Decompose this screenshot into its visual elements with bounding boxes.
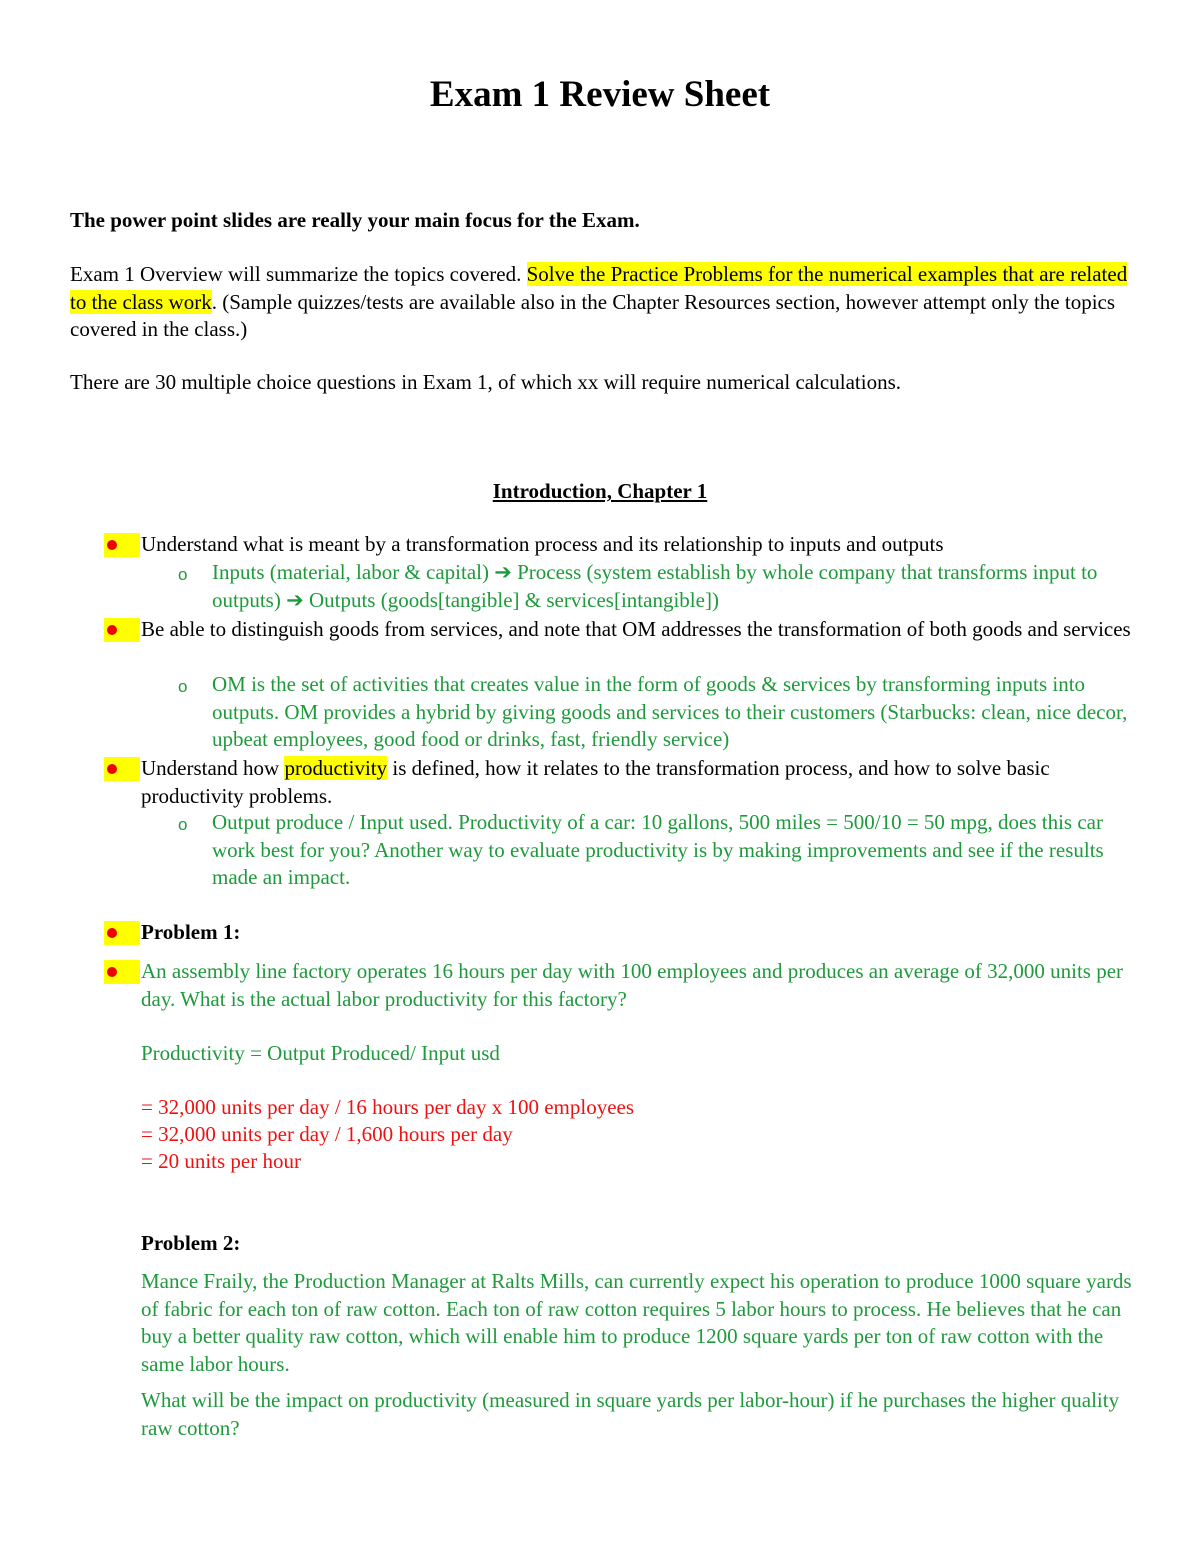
problem1-text: An assembly line factory operates 16 hours per day with 100 employees and produces an average of 32,000 units per day. What is the actual labor productivity for this factory? [141,959,1124,1011]
bullet-marker [104,921,140,945]
arrow-right-icon: ➔ [286,587,304,612]
problem1-label: Problem 1: [141,920,241,944]
problem2-question: What will be the impact on productivity (measured in square yards per labor-hour) if he purchases the higher quality raw cotton? [141,1388,1120,1440]
sub-bullet-icon: o [178,565,188,584]
sub-bullet-icon: o [178,815,188,834]
overview-paragraph [70,261,1130,344]
bullet-productivity [141,755,1136,810]
bullet-goods-services: Be able to distinguish goods from services, and note that OM addresses the transformation of both goods and services [141,617,1131,641]
problem1-calc-step3: = 20 units per hour [141,1149,301,1173]
problem2-text: Mance Fraily, the Production Manager at Ralts Mills, can currently expect his operation to produce 1000 square yards of fabric for each ton of raw cotton. Each ton of raw cotton requires 5 labor hours to process. He believes that he can buy a better quality raw cotton, which will enable him to produce 1200 square yards per ton of raw cotton with the same labor hours. [141,1269,1132,1376]
problem1-calc-step1: = 32,000 units per day / 16 hours per day x 100 employees [141,1095,635,1119]
overview-start: Exam 1 Overview will summarize the topics covered. [70,262,527,286]
sub-bullet-inputs-outputs [212,559,1137,614]
bullet-dot-icon [107,928,117,938]
sub-bullet-icon: o [178,677,188,696]
bullet-marker [104,960,140,984]
sub-text-process: Process (system establish by whole company that transforms input to outputs) [212,560,1098,612]
productivity-pre: Understand how [141,756,285,780]
bullet-marker [104,618,140,642]
bullet-marker [104,533,140,557]
productivity-post: is defined, how it relates to the transformation process, and how to solve basic productivity problems. [141,756,1050,808]
bullet-dot-icon [107,625,117,635]
overview-end: . (Sample quizzes/tests are available also in the Chapter Resources section, however attempt only the topics covered in the class.) [70,289,1116,341]
chapter-heading: Introduction, Chapter 1 [492,479,708,503]
page-title: Exam 1 Review Sheet [429,74,771,115]
bullet-transformation: Understand what is meant by a transformation process and its relationship to inputs and outputs [141,532,944,556]
problem1-calc-step2: = 32,000 units per day / 1,600 hours per day [141,1122,513,1146]
questions-statement: There are 30 multiple choice questions in Exam 1, of which xx will require numerical calculations. [70,370,901,394]
arrow-right-icon: ➔ [494,560,512,584]
sub-text-inputs: Inputs (material, labor & capital) [212,560,495,584]
overview-highlight: Solve the Practice Problems for the numerical examples that are related to the class work [70,262,1128,314]
bullet-marker [104,757,140,781]
focus-statement: The power point slides are really your main focus for the Exam. [70,208,640,232]
bullet-dot-icon [107,967,117,977]
sub-text-outputs: Outputs (goods[tangible] & services[intangible]) [303,587,719,612]
bullet-dot-icon [107,764,117,774]
problem1-formula: Productivity = Output Produced/ Input usd [141,1041,500,1065]
sub-bullet-productivity-example: Output produce / Input used. Productivity of a car: 10 gallons, 500 miles = 500/10 = 50 mpg, does this car work best for you? Another way to evaluate productivity is by making improvements and see if the results made an impact. [212,810,1104,889]
bullet-dot-icon [107,540,117,550]
productivity-highlight: productivity [284,756,388,780]
problem2-label: Problem 2: [141,1231,241,1255]
sub-bullet-om-definition: OM is the set of activities that creates value in the form of goods & services by transforming inputs into outputs. OM provides a hybrid by giving goods and services to their customers (Starbucks: clean, nice decor, upbeat employees, good food or drinks, fast, friendly service) [212,672,1128,751]
